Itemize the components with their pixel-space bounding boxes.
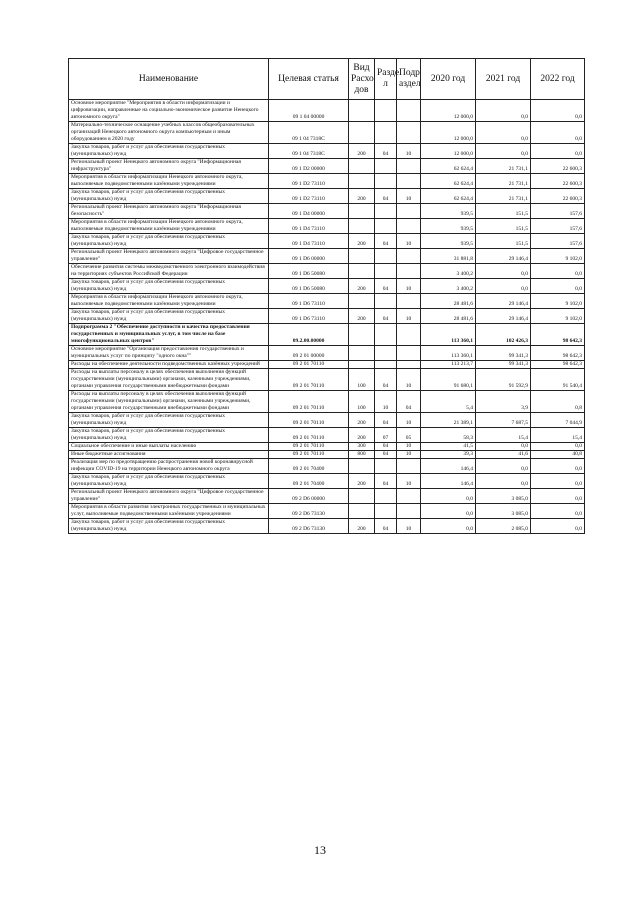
cell-subsection: 10 [397, 234, 421, 249]
cell-name: Материально-техническое оснащение учебных классов общеобразовательных организаций Ненецкого автономного округа компьютерным и иным оборудованием в 2020 году [69, 122, 269, 144]
table-row [69, 279, 585, 294]
cell-target-article: 09 2 01 70110 [269, 451, 349, 459]
cell-year-2022: 0,0 [531, 474, 585, 489]
cell-expense-type: 800 [349, 451, 375, 459]
cell-name: Подпрограмма 2 "Обеспечение доступности и качества предоставления государственных и муниципальных услуг, в том числе на базе многофункциональных центров" [69, 324, 269, 346]
cell-year-2020: 39,3 [421, 451, 476, 459]
cell-subsection [397, 346, 421, 361]
cell-expense-type [349, 504, 375, 519]
cell-section: 04 [375, 279, 397, 294]
cell-year-2020: 0,0 [421, 519, 476, 534]
cell-expense-type: 200 [349, 234, 375, 249]
cell-section [375, 219, 397, 234]
table-row [69, 428, 585, 443]
cell-year-2021: 99 341,3 [476, 361, 531, 369]
cell-target-article: 09 1 04 00000 [269, 100, 349, 122]
cell-target-article: 09 2 D6 73130 [269, 519, 349, 534]
cell-name: Закупка товаров, работ и услуг для обеспечения государственных (муниципальных) нужд [69, 309, 269, 324]
cell-expense-type: 300 [349, 443, 375, 451]
cell-expense-type: 200 [349, 413, 375, 428]
cell-year-2022: 0,0 [531, 504, 585, 519]
cell-year-2022: 91 540,4 [531, 369, 585, 391]
cell-name: Расходы на выплаты персоналу в целях обеспечения выполнения функций государственными (муниципальными) органами, казенными учреждениями, органами управления государственными внебюджетными фондами [69, 369, 269, 391]
table-row [69, 309, 585, 324]
cell-target-article: 09 1 D2 00000 [269, 159, 349, 174]
cell-section [375, 294, 397, 309]
cell-expense-type [349, 122, 375, 144]
budget-table [68, 58, 585, 534]
cell-year-2021: 0,0 [476, 264, 531, 279]
cell-year-2022: 9 102,0 [531, 294, 585, 309]
cell-year-2022: 0,0 [531, 279, 585, 294]
cell-section: 04 [375, 309, 397, 324]
cell-expense-type: 100 [349, 391, 375, 413]
table-row [69, 219, 585, 234]
cell-subsection: 10 [397, 519, 421, 534]
cell-expense-type: 200 [349, 144, 375, 159]
cell-target-article: 09.2.00.00000 [269, 324, 349, 346]
cell-year-2022: 0,0 [531, 122, 585, 144]
table-row [69, 451, 585, 459]
cell-target-article: 09 1 D6 50080 [269, 279, 349, 294]
cell-expense-type: 200 [349, 189, 375, 204]
cell-name: Реализация мер по предотвращению распространения новой коронавирусной инфекции COVID-19 на территории Ненецкого автономного округа [69, 459, 269, 474]
cell-subsection [397, 174, 421, 189]
cell-year-2021: 15,4 [476, 428, 531, 443]
cell-year-2021: 3,9 [476, 391, 531, 413]
cell-year-2020: 939,5 [421, 234, 476, 249]
cell-section: 04 [375, 519, 397, 534]
table-row [69, 234, 585, 249]
cell-subsection [397, 361, 421, 369]
cell-target-article: 09 1 D4 73110 [269, 234, 349, 249]
table-row [69, 249, 585, 264]
cell-year-2021: 29 146,4 [476, 294, 531, 309]
cell-name: Мероприятия в области информатизации Ненецкого автономного округа, выполняемые подведомственными казёнными учреждениями [69, 219, 269, 234]
table-row [69, 159, 585, 174]
cell-target-article: 09 2 01 70110 [269, 428, 349, 443]
cell-year-2022: 22 600,3 [531, 174, 585, 189]
header-expense-type: Вид Расхо дов [349, 59, 375, 100]
cell-year-2021: 102 426,3 [476, 324, 531, 346]
cell-name: Социальное обеспечение и иные выплаты населению [69, 443, 269, 451]
cell-name: Иные бюджетные ассигнования [69, 451, 269, 459]
cell-target-article: 09 1 D6 73110 [269, 309, 349, 324]
cell-subsection: 10 [397, 451, 421, 459]
cell-target-article: 09 1 D2 73110 [269, 174, 349, 189]
cell-expense-type [349, 489, 375, 504]
cell-year-2022: 7 044,9 [531, 413, 585, 428]
cell-year-2021: 0,0 [476, 100, 531, 122]
cell-target-article: 09 2 01 00000 [269, 346, 349, 361]
cell-year-2022: 157,6 [531, 204, 585, 219]
cell-section: 04 [375, 234, 397, 249]
table-row [69, 519, 585, 534]
cell-name: Закупка товаров, работ и услуг для обеспечения государственных (муниципальных) нужд [69, 279, 269, 294]
cell-year-2021: 151,5 [476, 234, 531, 249]
cell-year-2020: 28 481,6 [421, 294, 476, 309]
cell-target-article: 09 1 04 7318С [269, 144, 349, 159]
cell-year-2020: 113 360,1 [421, 324, 476, 346]
cell-year-2022: 22 600,3 [531, 159, 585, 174]
cell-section [375, 249, 397, 264]
cell-year-2021: 0,0 [476, 443, 531, 451]
table-header-row [69, 59, 585, 100]
cell-year-2021: 2 085,0 [476, 519, 531, 534]
cell-section: 04 [375, 189, 397, 204]
cell-subsection [397, 122, 421, 144]
cell-section: 04 [375, 413, 397, 428]
cell-year-2021: 3 085,0 [476, 489, 531, 504]
header-year-2020: 2020 год [421, 59, 476, 100]
cell-year-2021: 21 731,1 [476, 189, 531, 204]
cell-section: 04 [375, 474, 397, 489]
cell-target-article: 09 1 D2 73110 [269, 189, 349, 204]
cell-name: Региональный проект Ненецкого автономного округа "Цифровое государственное управление" [69, 489, 269, 504]
table-row [69, 189, 585, 204]
cell-subsection: 10 [397, 443, 421, 451]
cell-subsection: 10 [397, 369, 421, 391]
cell-subsection: 10 [397, 413, 421, 428]
cell-year-2022: 0,8 [531, 391, 585, 413]
cell-expense-type [349, 361, 375, 369]
cell-subsection [397, 204, 421, 219]
cell-name: Мероприятия в области информатизации Ненецкого автономного округа, выполняемые подведомственными казёнными учреждениями [69, 174, 269, 189]
cell-year-2020: 58,3 [421, 428, 476, 443]
cell-target-article: 09 1 04 7318С [269, 122, 349, 144]
header-target-article: Целевая статья [269, 59, 349, 100]
cell-section [375, 324, 397, 346]
cell-expense-type [349, 204, 375, 219]
cell-name: Закупка товаров, работ и услуг для обеспечения государственных (муниципальных) нужд [69, 519, 269, 534]
cell-year-2021: 99 341,3 [476, 346, 531, 361]
cell-year-2021: 151,5 [476, 204, 531, 219]
cell-expense-type [349, 294, 375, 309]
cell-target-article: 09 2 01 70110 [269, 361, 349, 369]
cell-year-2020: 113 360,1 [421, 346, 476, 361]
cell-year-2021: 0,0 [476, 474, 531, 489]
cell-subsection: 05 [397, 428, 421, 443]
cell-year-2021: 0,0 [476, 459, 531, 474]
header-year-2022: 2022 год [531, 59, 585, 100]
cell-year-2021: 151,5 [476, 219, 531, 234]
cell-year-2020: 28 481,6 [421, 309, 476, 324]
cell-name: Основное мероприятие "Организация предоставления государственных и муниципальных услуг по принципу "одного окна"" [69, 346, 269, 361]
cell-subsection: 10 [397, 279, 421, 294]
cell-subsection [397, 459, 421, 474]
table-row [69, 174, 585, 189]
cell-name: Закупка товаров, работ и услуг для обеспечения государственных (муниципальных) нужд [69, 474, 269, 489]
cell-year-2020: 0,0 [421, 489, 476, 504]
cell-expense-type [349, 249, 375, 264]
cell-target-article: 09 2 01 70110 [269, 369, 349, 391]
table-row [69, 100, 585, 122]
cell-target-article: 09 1 D6 50080 [269, 264, 349, 279]
cell-year-2020: 12 000,0 [421, 122, 476, 144]
table-row [69, 346, 585, 361]
cell-target-article: 09 2 01 70110 [269, 443, 349, 451]
cell-year-2022: 40,8 [531, 451, 585, 459]
cell-year-2022: 9 102,0 [531, 249, 585, 264]
page-number: 13 [314, 843, 326, 857]
cell-name: Закупка товаров, работ и услуг для обеспечения государственных (муниципальных) нужд [69, 144, 269, 159]
cell-subsection: 04 [397, 391, 421, 413]
cell-year-2022: 98 642,3 [531, 346, 585, 361]
cell-year-2022: 157,6 [531, 219, 585, 234]
cell-expense-type: 200 [349, 428, 375, 443]
table-row [69, 369, 585, 391]
cell-year-2020: 12 000,0 [421, 144, 476, 159]
cell-year-2020: 62 624,4 [421, 189, 476, 204]
cell-year-2022: 0,0 [531, 519, 585, 534]
cell-year-2021: 0,0 [476, 122, 531, 144]
cell-subsection [397, 159, 421, 174]
cell-subsection [397, 324, 421, 346]
cell-section [375, 346, 397, 361]
cell-subsection [397, 264, 421, 279]
cell-year-2022: 157,6 [531, 234, 585, 249]
cell-expense-type: 200 [349, 279, 375, 294]
cell-section [375, 489, 397, 504]
table-row [69, 413, 585, 428]
cell-year-2020: 939,5 [421, 219, 476, 234]
cell-section [375, 174, 397, 189]
cell-name: Закупка товаров, работ и услуг для обеспечения государственных (муниципальных) нужд [69, 428, 269, 443]
cell-year-2022: 98 642,3 [531, 324, 585, 346]
table-row [69, 324, 585, 346]
cell-expense-type [349, 174, 375, 189]
cell-subsection: 10 [397, 189, 421, 204]
header-name: Наименование [69, 59, 269, 100]
cell-name: Закупка товаров, работ и услуг для обеспечения государственных (муниципальных) нужд [69, 189, 269, 204]
cell-target-article: 09 2 D6 00000 [269, 489, 349, 504]
table-row [69, 361, 585, 369]
cell-target-article: 09 2 01 70110 [269, 391, 349, 413]
cell-subsection [397, 249, 421, 264]
cell-year-2021: 29 146,4 [476, 249, 531, 264]
cell-year-2020: 146,4 [421, 474, 476, 489]
cell-target-article: 09 2 01 70400 [269, 474, 349, 489]
cell-section: 04 [375, 144, 397, 159]
cell-year-2021: 7 687,5 [476, 413, 531, 428]
cell-year-2020: 3 400,2 [421, 264, 476, 279]
cell-year-2022: 9 102,0 [531, 309, 585, 324]
cell-section [375, 159, 397, 174]
cell-expense-type: 100 [349, 369, 375, 391]
cell-section [375, 100, 397, 122]
cell-name: Региональный проект Ненецкого автономного округа "Информационная безопасность" [69, 204, 269, 219]
table-row [69, 391, 585, 413]
cell-section: 04 [375, 443, 397, 451]
cell-year-2020: 62 624,4 [421, 159, 476, 174]
cell-year-2022: 98 642,3 [531, 361, 585, 369]
cell-year-2020: 12 000,0 [421, 100, 476, 122]
cell-target-article: 09 1 D4 73110 [269, 219, 349, 234]
cell-expense-type [349, 346, 375, 361]
table-body [69, 100, 585, 534]
table-row [69, 504, 585, 519]
cell-year-2022: 0,0 [531, 100, 585, 122]
cell-year-2020: 91 680,1 [421, 369, 476, 391]
cell-year-2021: 0,0 [476, 279, 531, 294]
cell-section [375, 204, 397, 219]
cell-year-2020: 0,0 [421, 504, 476, 519]
cell-name: Обеспечение развития системы межведомственного электронного взаимодействия на территориях субъектов Российской Федерации [69, 264, 269, 279]
cell-subsection [397, 100, 421, 122]
cell-section: 04 [375, 451, 397, 459]
cell-year-2021: 21 731,1 [476, 159, 531, 174]
cell-subsection [397, 504, 421, 519]
cell-section [375, 459, 397, 474]
cell-target-article: 09 1 D6 73110 [269, 294, 349, 309]
cell-year-2020: 3 400,2 [421, 279, 476, 294]
cell-target-article: 09 2 01 70110 [269, 413, 349, 428]
cell-year-2021: 0,0 [476, 144, 531, 159]
cell-year-2020: 21 389,1 [421, 413, 476, 428]
table-row [69, 122, 585, 144]
table-row [69, 204, 585, 219]
cell-expense-type [349, 324, 375, 346]
cell-year-2020: 939,5 [421, 204, 476, 219]
cell-year-2022: 0,0 [531, 144, 585, 159]
cell-year-2021: 29 146,4 [476, 309, 531, 324]
cell-year-2021: 3 085,0 [476, 504, 531, 519]
cell-year-2022: 0,0 [531, 443, 585, 451]
cell-section [375, 361, 397, 369]
header-year-2021: 2021 год [476, 59, 531, 100]
cell-subsection: 10 [397, 144, 421, 159]
cell-expense-type [349, 219, 375, 234]
cell-subsection [397, 294, 421, 309]
table-row [69, 459, 585, 474]
cell-year-2020: 41,5 [421, 443, 476, 451]
cell-expense-type [349, 100, 375, 122]
cell-section [375, 122, 397, 144]
cell-subsection: 10 [397, 309, 421, 324]
cell-target-article: 09 2 D6 73130 [269, 504, 349, 519]
cell-expense-type: 200 [349, 309, 375, 324]
cell-name: Основное мероприятие "Мероприятия в области информатизации и цифровизации, направленные на социально-экономическое развитие Ненецкого автономного округа" [69, 100, 269, 122]
cell-subsection [397, 489, 421, 504]
cell-expense-type [349, 459, 375, 474]
cell-expense-type [349, 159, 375, 174]
cell-expense-type [349, 264, 375, 279]
cell-section [375, 264, 397, 279]
cell-year-2022: 0,0 [531, 459, 585, 474]
cell-year-2020: 146,4 [421, 459, 476, 474]
cell-year-2020: 5,4 [421, 391, 476, 413]
cell-year-2021: 91 592,9 [476, 369, 531, 391]
table-row [69, 264, 585, 279]
cell-name: Закупка товаров, работ и услуг для обеспечения государственных (муниципальных) нужд [69, 234, 269, 249]
cell-name: Закупка товаров, работ и услуг для обеспечения государственных (муниципальных) нужд [69, 413, 269, 428]
cell-year-2020: 31 881,8 [421, 249, 476, 264]
cell-target-article: 09 1 D6 00000 [269, 249, 349, 264]
cell-section: 04 [375, 369, 397, 391]
cell-section: 10 [375, 391, 397, 413]
cell-year-2022: 22 600,3 [531, 189, 585, 204]
cell-year-2020: 62 624,4 [421, 174, 476, 189]
cell-name: Региональный проект Ненецкого автономного округа "Цифровое государственное управление" [69, 249, 269, 264]
cell-year-2022: 0,0 [531, 264, 585, 279]
cell-name: Мероприятия в области информатизации Ненецкого автономного округа, выполняемые подведомственными казёнными учреждениями [69, 294, 269, 309]
cell-year-2022: 15,4 [531, 428, 585, 443]
cell-expense-type: 200 [349, 519, 375, 534]
table-row [69, 443, 585, 451]
cell-target-article: 09 1 D4 00000 [269, 204, 349, 219]
table-row [69, 474, 585, 489]
cell-year-2020: 113 213,7 [421, 361, 476, 369]
cell-section [375, 504, 397, 519]
cell-name: Мероприятия в области развития электронных государственных и муниципальных услуг, выполняемые подведомственными казёнными учреждениями [69, 504, 269, 519]
header-section: Разде л [375, 59, 397, 100]
cell-name: Расходы на выплаты персоналу в целях обеспечения выполнения функций государственными (муниципальными) органами, казенными учреждениями, органами управления государственными внебюджетными фондами [69, 391, 269, 413]
header-subsection: Подр аздел [397, 59, 421, 100]
cell-year-2021: 21 731,1 [476, 174, 531, 189]
cell-name: Расходы на обеспечение деятельности подведомственных казённых учреждений [69, 361, 269, 369]
cell-year-2022: 0,0 [531, 489, 585, 504]
table-row [69, 144, 585, 159]
cell-expense-type: 200 [349, 474, 375, 489]
cell-name: Региональный проект Ненецкого автономного округа "Информационная инфраструктура" [69, 159, 269, 174]
table-row [69, 294, 585, 309]
table-row [69, 489, 585, 504]
cell-subsection [397, 219, 421, 234]
cell-year-2021: 41,6 [476, 451, 531, 459]
cell-section: 07 [375, 428, 397, 443]
cell-subsection: 10 [397, 474, 421, 489]
cell-target-article: 09 2 01 70400 [269, 459, 349, 474]
